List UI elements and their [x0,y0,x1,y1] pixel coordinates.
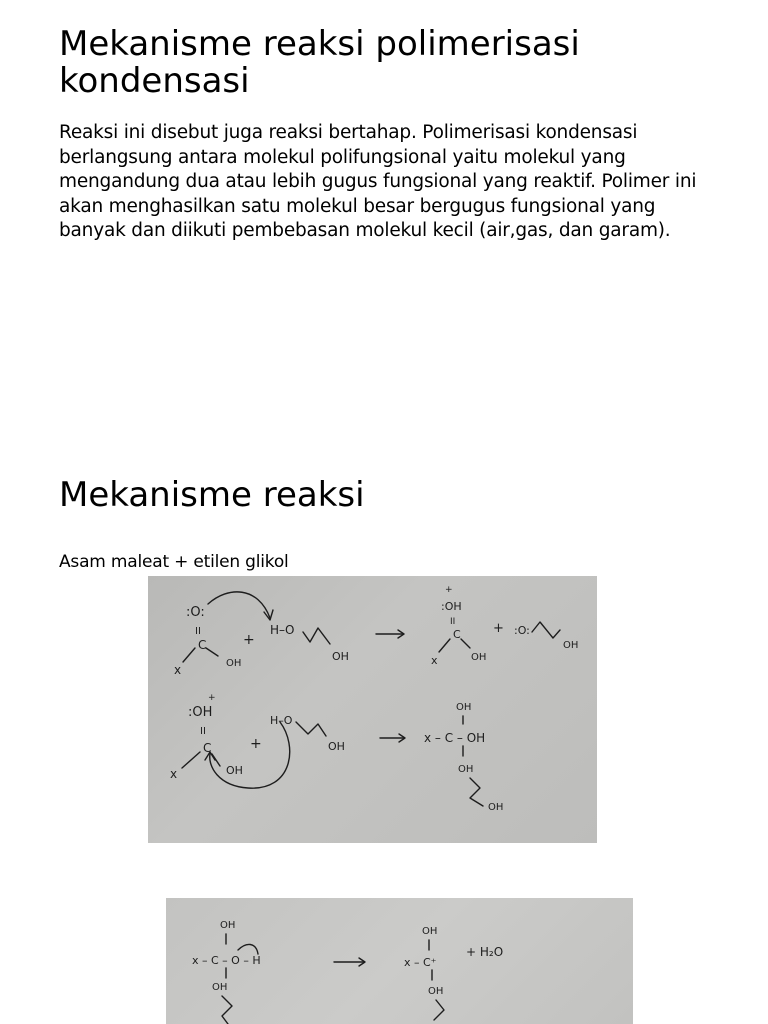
hw-oh: OH [563,640,579,651]
hw-plus: + [250,736,262,752]
curved-arrow [208,592,270,618]
bond-line [439,639,450,652]
hw-oh: OH [458,764,474,775]
hw-carbon: C [198,638,207,652]
hw-carbocation: x – C⁺ [404,956,437,969]
mechanism-photo-1 [148,576,597,843]
hw-oh: OH [456,702,472,713]
hw-oh: OH [328,740,345,753]
hw-protonated: x – C – O – H [192,954,261,967]
hw-oh: OH [428,986,444,997]
reaction-subtitle: Asam maleat + etilen glikol [59,552,289,572]
hw-x-group: x [431,654,438,667]
mechanism-photo-2 [166,898,633,1024]
hw-double-bond: II [200,726,206,737]
hw-oh: OH [471,652,487,663]
hw-charged-oh: :OH [188,705,213,720]
hw-h-o: H–O [270,714,293,727]
chain-line [470,778,483,806]
hw-x-group: x [170,767,178,781]
hw-h2o: + H₂O [466,945,504,959]
bond-line [182,752,200,768]
hw-chain-eq: x – C – OH [424,731,486,745]
chain-line [303,628,330,644]
hw-double-bond: II [450,617,456,627]
hw-o-lone: :O: [186,605,205,620]
hw-oh: OH [212,982,228,993]
chain-line [222,996,232,1024]
page-title: Mekanisme reaksi polimerisasi kondensasi [59,24,580,101]
hw-oh: OH [422,926,438,937]
hw-oh: OH [220,920,236,931]
hw-carbon: C [453,628,461,641]
hw-plus: + [243,632,255,648]
hw-charge: + [445,585,453,595]
mechanism-sketch-2 [166,898,633,1024]
mechanism-sketch-1 [148,576,597,843]
curved-arrow [210,722,290,788]
hw-oh: OH [488,802,504,813]
chain-line [434,1000,444,1020]
hw-carbon: C [203,741,212,755]
hw-o-lone: :O: [514,624,530,637]
hw-x-group: x [174,663,182,677]
hw-oh: OH [332,650,349,663]
hw-plus: + [493,621,504,636]
chain-line [532,622,560,638]
hw-charge: + [208,693,216,703]
hw-oh: OH [226,764,243,777]
hw-charged-oh: :OH [441,600,462,613]
bond-line [461,639,470,648]
curved-arrow [238,944,258,954]
hw-h-o: H–O [270,623,295,637]
section-title: Mekanisme reaksi [59,475,365,515]
chain-line [296,722,326,736]
body-paragraph: Reaksi ini disebut juga reaksi bertahap. Polimerisasi kondensasi berlangsung antara molekul polifungsional yaitu molekul yang mengandung dua atau lebih gugus fungsional yang reaktif. Polimer ini akan menghasilkan satu molekul besar bergugus fungsional yang banyak dan diikuti pembebasan molekul kecil (air,gas, dan garam). [59,122,697,241]
hw-double-bond: II [195,626,201,637]
hw-oh: OH [226,658,242,669]
bond-line [206,648,218,656]
bond-line [183,648,195,662]
